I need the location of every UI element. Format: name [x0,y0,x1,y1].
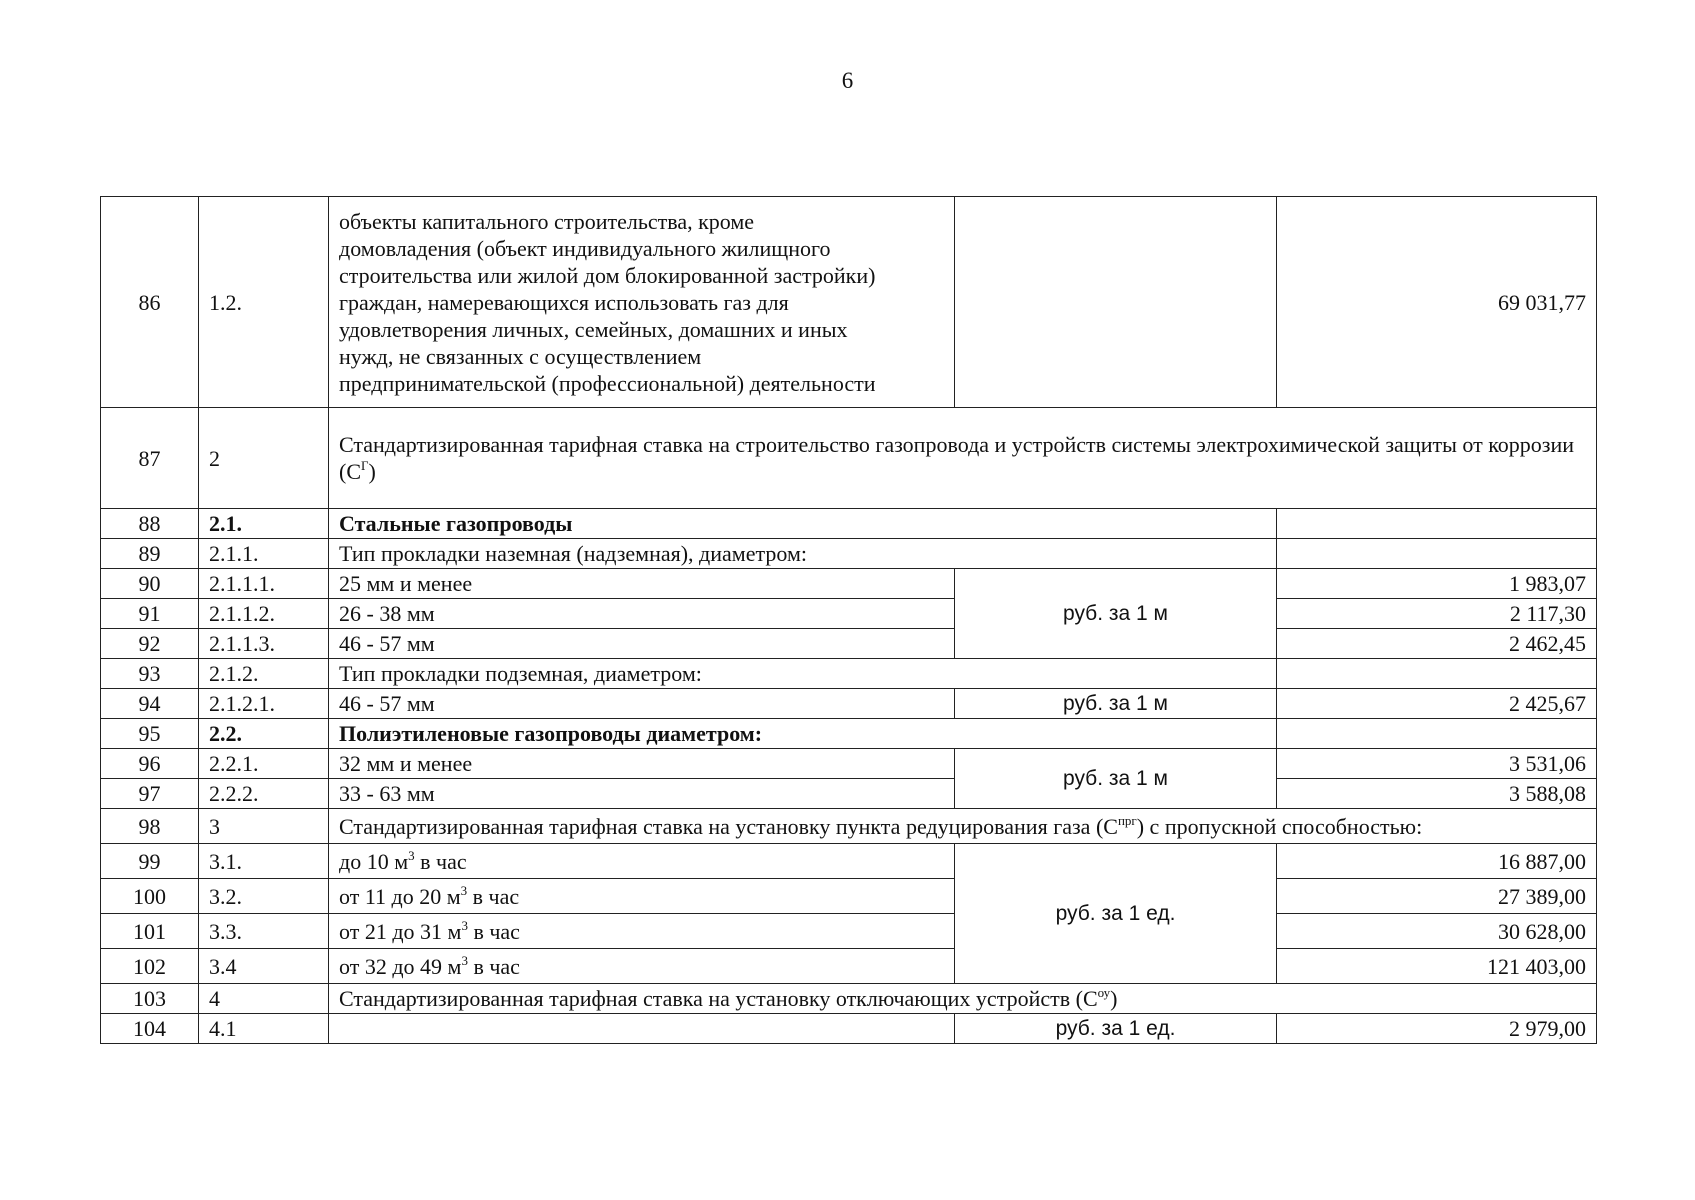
row-description [329,984,1597,1014]
table-row [101,844,1597,879]
table-row [101,659,1597,689]
table-row [101,629,1597,659]
row-description [329,1014,955,1044]
table-row [101,879,1597,914]
row-description [329,914,955,949]
row-description: Полиэтиленовые газопроводы диаметром: [329,719,1277,749]
page-number: 6 [841,68,854,93]
row-description: 46 - 57 мм [329,629,955,659]
row-unit: руб. за 1 ед. [955,844,1277,984]
row-value: 3 588,08 [1277,779,1597,809]
superscript: Г [361,458,369,473]
row-number: 103 [101,984,199,1014]
row-code: 3 [199,809,329,844]
row-description: 46 - 57 мм [329,689,955,719]
table-row [101,197,1597,408]
superscript: оу [1097,985,1111,1000]
description-text-end: ) [1110,986,1118,1011]
row-number: 101 [101,914,199,949]
description-text-end: в час [467,883,520,909]
row-number: 92 [101,629,199,659]
table-row [101,569,1597,599]
table-row [101,779,1597,809]
description-text: Стандартизированная тарифная ставка на установку пункта редуцирования газа (С [339,813,1118,839]
superscript: 3 [461,952,468,968]
row-number: 88 [101,509,199,539]
row-value [1277,719,1597,749]
description-text: до 10 м [339,848,409,874]
table-row [101,689,1597,719]
description-text: Стандартизированная тарифная ставка на строительство газопровода и устройств системы электрохимической защиты от коррозии (С [339,432,1575,484]
superscript: 3 [408,847,415,863]
row-unit: руб. за 1 м [955,569,1277,659]
row-description: Тип прокладки наземная (надземная), диаметром: [329,539,1277,569]
description-text-end: в час [467,953,520,979]
row-code: 2.1.1.3. [199,629,329,659]
row-code: 3.3. [199,914,329,949]
description-text-end: ) с пропускной способностью: [1136,813,1423,839]
row-description: 32 мм и менее [329,749,955,779]
row-number: 98 [101,809,199,844]
row-unit: руб. за 1 ед. [955,1014,1277,1044]
table-row [101,509,1597,539]
row-value: 121 403,00 [1277,949,1597,984]
row-code: 2 [199,408,329,509]
row-unit: руб. за 1 м [955,689,1277,719]
row-unit: руб. за 1 м [955,749,1277,809]
row-number: 104 [101,1014,199,1044]
row-description [329,809,1597,844]
row-code: 2.1.2.1. [199,689,329,719]
table-row [101,539,1597,569]
description-text-end: ) [368,459,376,484]
description-text-end: в час [414,848,467,874]
table-row [101,984,1597,1014]
row-code: 2.1.1.1. [199,569,329,599]
table-row [101,949,1597,984]
row-code: 2.1. [199,509,329,539]
row-number: 87 [101,408,199,509]
row-code: 2.2.2. [199,779,329,809]
description-text-end: в час [467,918,520,944]
description-text: от 32 до 49 м [339,953,462,979]
row-number: 91 [101,599,199,629]
table-row [101,599,1597,629]
row-unit [955,197,1277,408]
row-description: Стальные газопроводы [329,509,1277,539]
row-value: 30 628,00 [1277,914,1597,949]
row-description [329,879,955,914]
row-description: 33 - 63 мм [329,779,955,809]
row-number: 94 [101,689,199,719]
row-value: 16 887,00 [1277,844,1597,879]
table-row [101,408,1597,509]
row-number: 89 [101,539,199,569]
row-value [1277,659,1597,689]
row-description [329,949,955,984]
superscript: 3 [461,917,468,933]
row-code: 4 [199,984,329,1014]
row-code: 2.1.1. [199,539,329,569]
tariff-table [100,196,1597,1044]
row-description [329,844,955,879]
row-code: 1.2. [199,197,329,408]
row-code: 2.1.2. [199,659,329,689]
row-number: 86 [101,197,199,408]
row-description: 26 - 38 мм [329,599,955,629]
superscript: 3 [460,882,468,898]
table-row [101,809,1597,844]
table-row [101,914,1597,949]
row-description: Тип прокладки подземная, диаметром: [329,659,1277,689]
description-text: от 21 до 31 м [339,918,462,944]
table-row [101,1014,1597,1044]
table-row [101,749,1597,779]
row-description: 25 мм и менее [329,569,955,599]
row-value: 2 425,67 [1277,689,1597,719]
row-code: 2.2. [199,719,329,749]
row-value [1277,539,1597,569]
row-description: объекты капитального строительства, кроме домовладения (объект индивидуального жилищного строительства или жилой дом блокированной застройки) граждан, намеревающихся использовать газ для удовлетворения личных, семейных, домашних и иных нужд, не связанных с осуществлением предпринимательской (профессиональной) деятельности [329,197,955,408]
row-value: 2 117,30 [1277,599,1597,629]
row-value: 3 531,06 [1277,749,1597,779]
row-value: 2 979,00 [1277,1014,1597,1044]
row-value: 27 389,00 [1277,879,1597,914]
description-text: от 11 до 20 м [339,883,461,909]
row-value: 69 031,77 [1277,197,1597,408]
row-code: 3.4 [199,949,329,984]
row-code: 3.2. [199,879,329,914]
row-code: 2.2.1. [199,749,329,779]
description-text: Стандартизированная тарифная ставка на установку отключающих устройств (С [339,986,1098,1011]
row-number: 95 [101,719,199,749]
table-row [101,719,1597,749]
row-number: 93 [101,659,199,689]
row-value: 2 462,45 [1277,629,1597,659]
row-number: 90 [101,569,199,599]
row-value [1277,509,1597,539]
row-code: 3.1. [199,844,329,879]
row-number: 100 [101,879,199,914]
row-number: 102 [101,949,199,984]
superscript: прг [1117,812,1137,828]
row-code: 4.1 [199,1014,329,1044]
row-number: 97 [101,779,199,809]
row-number: 96 [101,749,199,779]
row-value: 1 983,07 [1277,569,1597,599]
row-description [329,408,1597,509]
row-code: 2.1.1.2. [199,599,329,629]
row-number: 99 [101,844,199,879]
